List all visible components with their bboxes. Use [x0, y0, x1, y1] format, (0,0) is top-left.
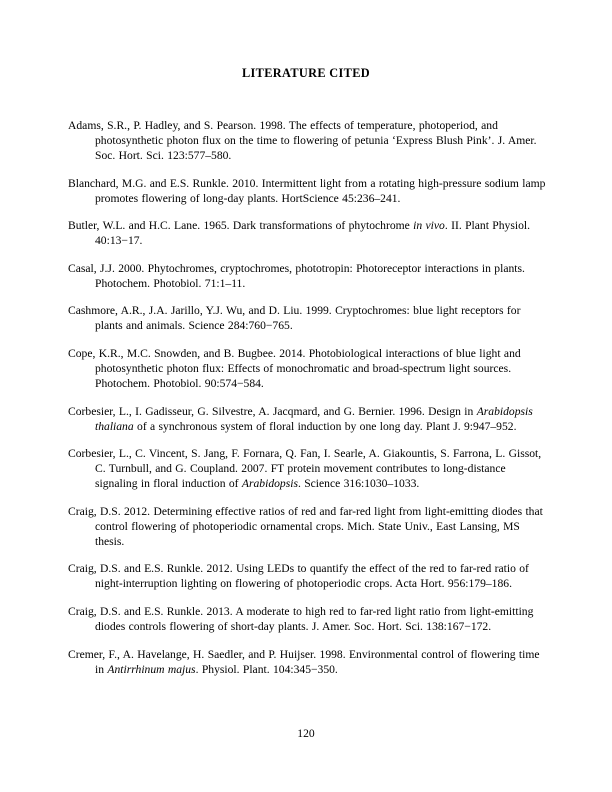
- reference-text: Adams, S.R., P. Hadley, and S. Pearson. 1998. The effects of temperature, photoperiod, and photosynthetic photon flux on the time to flowering of petunia ‘Express Blush Pink’. J. Amer. Soc. Hort. Sci. 123:577–580.: [68, 119, 537, 162]
- reference-text: Cope, K.R., M.C. Snowden, and B. Bugbee. 2014. Photobiological interactions of blue light and photosynthetic photon flux: Effects of monochromatic and broad-spectrum light sources. Photochem. Photobiol. 90:574−584.: [68, 346, 521, 390]
- reference-text: . Science 316:1030–1033.: [297, 477, 420, 491]
- reference-text: Cremer, F., A. Havelange, H. Saedler, and P. Huijser. 1998. Environmental control of flowering time in: [68, 647, 540, 676]
- page-number: 120: [297, 727, 315, 740]
- reference-text: . Physiol. Plant. 104:345−350.: [195, 662, 338, 676]
- reference-text: Craig, D.S. and E.S. Runkle. 2012. Using LEDs to quantify the effect of the red to far-red ratio of night-interruption lighting on flowering of photoperiodic crops. Acta Hort. 956:179–186.: [68, 562, 529, 591]
- reference-entry: [68, 404, 546, 434]
- reference-text: of a synchronous system of floral induction by one long day. Plant J. 9:947–952.: [133, 419, 517, 433]
- reference-text: Corbesier, L., I. Gadisseur, G. Silvestre, A. Jacqmard, and G. Bernier. 1996. Design in: [68, 404, 477, 418]
- page-title: LITERATURE CITED: [241, 66, 371, 80]
- reference-entry: [68, 647, 546, 677]
- reference-text: Butler, W.L. and H.C. Lane. 1965. Dark transformations of phytochrome: [68, 219, 414, 233]
- reference-italic-text: Antirrhinum majus: [107, 662, 196, 676]
- reference-text: Craig, D.S. and E.S. Runkle. 2013. A moderate to high red to far-red light ratio from light-emitting diodes controls flowering of short-day plants. J. Amer. Soc. Hort. Sci. 138:167−172.: [68, 604, 534, 633]
- reference-text: Blanchard, M.G. and E.S. Runkle. 2010. Intermittent light from a rotating high-pressure sodium lamp promotes flowering of long-day plants. HortScience 45:236–241.: [68, 176, 546, 205]
- reference-text: Craig, D.S. 2012. Determining effective ratios of red and far-red light from light-emitting diodes that control flowering of photoperiodic ornamental crops. Mich. State Univ., East Lansing, MS thesis.: [68, 504, 543, 548]
- reference-text: Corbesier, L., C. Vincent, S. Jang, F. Fornara, Q. Fan, I. Searle, A. Giakountis, S. Farrona, L. Gissot, C. Turnbull, and G. Coupland. 2007. FT protein movement contributes to long-distance signaling in floral induction of: [68, 447, 542, 491]
- reference-entry: [68, 218, 546, 248]
- reference-italic-text: Arabidopsis: [241, 477, 298, 491]
- reference-entry: [68, 604, 546, 634]
- reference-entry: [68, 118, 546, 163]
- reference-text: . II. Plant Physiol. 40:13−17.: [95, 219, 530, 248]
- reference-text: Casal, J.J. 2000. Phytochromes, cryptochromes, phototropin: Photoreceptor interactions in plants. Photochem. Photobiol. 71:1–11.: [68, 261, 525, 290]
- reference-entry: [68, 446, 546, 491]
- reference-italic-text: Arabidopsis thaliana: [95, 404, 533, 433]
- reference-list: [68, 118, 546, 677]
- reference-entry: [68, 561, 546, 591]
- reference-text: Cashmore, A.R., J.A. Jarillo, Y.J. Wu, and D. Liu. 1999. Cryptochromes: blue light receptors for plants and animals. Science 284:760−765.: [68, 304, 521, 333]
- reference-italic-text: in vivo: [413, 219, 445, 233]
- reference-entry: [68, 261, 546, 291]
- reference-entry: [68, 346, 546, 391]
- reference-entry: [68, 176, 546, 206]
- reference-entry: [68, 504, 546, 549]
- reference-entry: [68, 303, 546, 333]
